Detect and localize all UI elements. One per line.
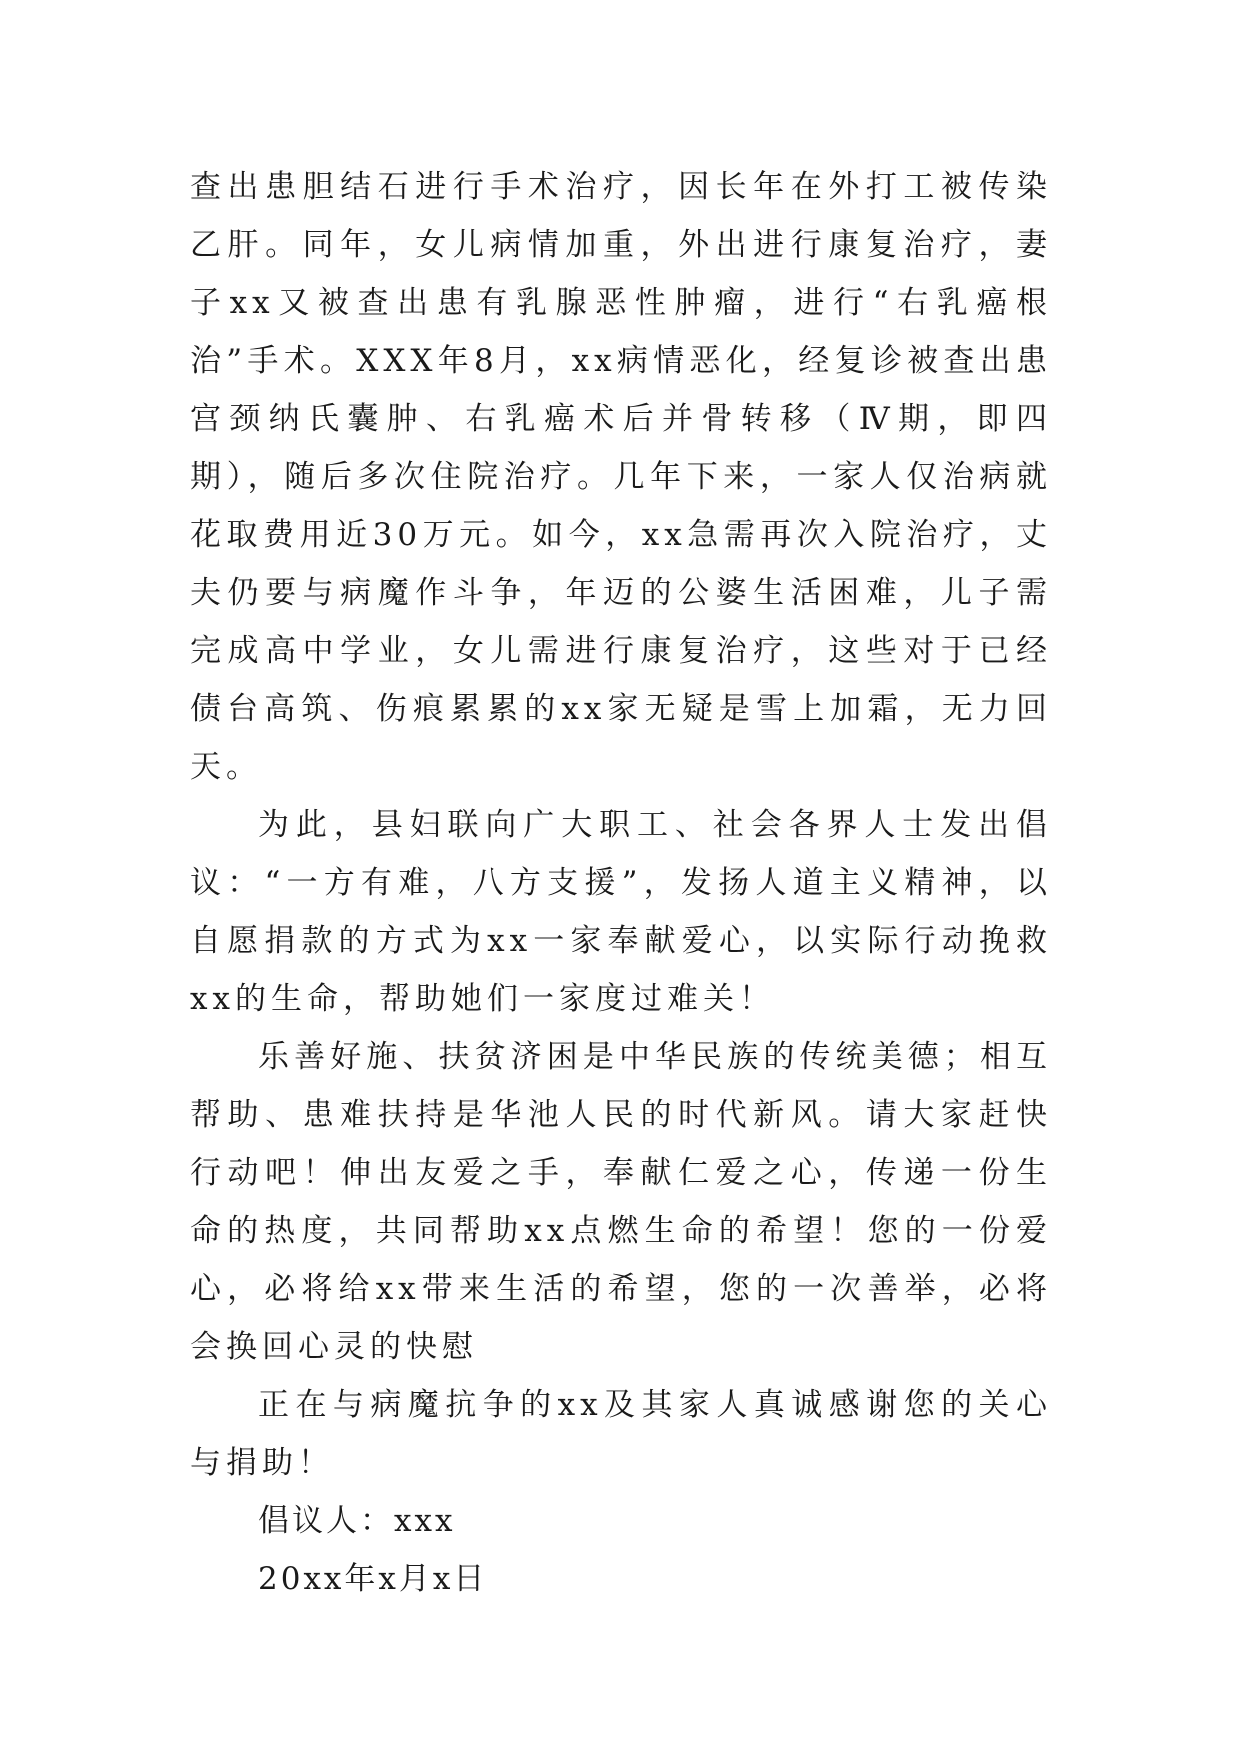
- paragraph-thanks: 正在与病魔抗争的xx及其家人真诚感谢您的关心与捐助！: [190, 1387, 1052, 1481]
- document-page: [190, 158, 1052, 1608]
- paragraph-continuation: 查出患胆结石进行手术治疗，因长年在外打工被传染乙肝。同年，女儿病情加重，外出进行康复治疗，妻子xx又被查出患有乳腺恶性肿瘤，进行“右乳癌根治”手术。XXX年8月，xx病情恶化，经复诊被查出患宫颈纳氏囊肿、右乳癌术后并骨转移（Ⅳ期，即四期），随后多次住院治疗。几年下来，一家人仅治病就花取费用近30万元。如今，xx急需再次入院治疗，丈夫仍要与病魔作斗争，年迈的公婆生活困难，儿子需完成高中学业，女儿需进行康复治疗，这些对于已经债台高筑、伤痕累累的xx家无疑是雪上加霜，无力回天。: [190, 169, 1052, 785]
- date-line: 20xx年x月x日: [258, 1561, 488, 1597]
- paragraph-call-to-action: 乐善好施、扶贫济困是中华民族的传统美德；相互帮助、患难扶持是华池人民的时代新风。请大家赶快行动吧！伸出友爱之手，奉献仁爱之心，传递一份生命的热度，共同帮助xx点燃生命的希望！您的一份爱心，必将给xx带来生活的希望，您的一次善举，必将会换回心灵的快慰: [190, 1039, 1052, 1365]
- signature-line: 倡议人：xxx: [258, 1503, 456, 1539]
- paragraph-appeal: 为此，县妇联向广大职工、社会各界人士发出倡议：“一方有难，八方支援”，发扬人道主义精神，以自愿捐款的方式为xx一家奉献爱心，以实际行动挽救xx的生命，帮助她们一家度过难关！: [190, 807, 1052, 1017]
